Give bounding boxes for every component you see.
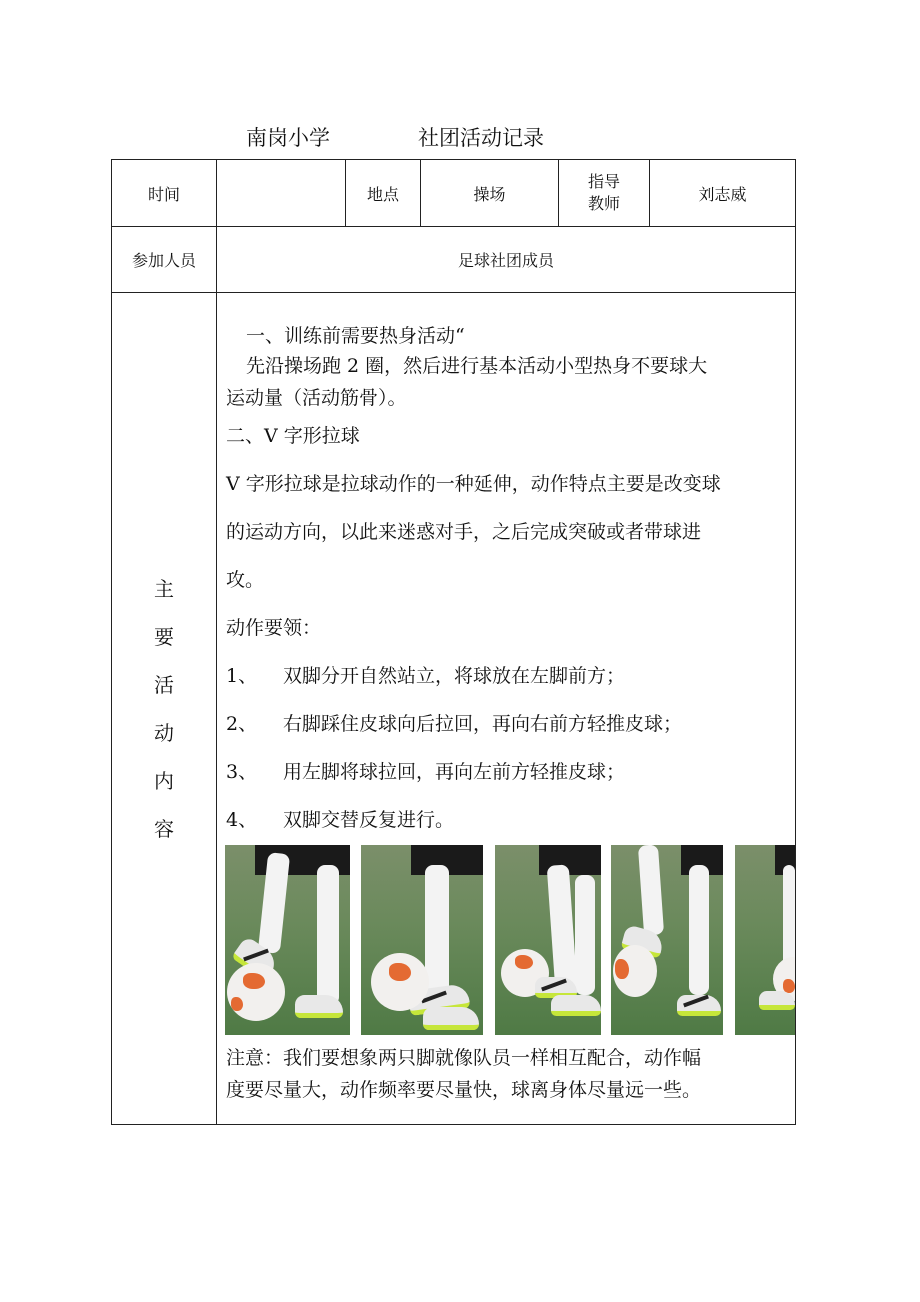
side-char: 活 bbox=[154, 672, 174, 697]
desc-line-2: 的运动方向，以此来迷惑对手，之后完成突破或者带球进 bbox=[226, 521, 702, 543]
technique-photo bbox=[611, 845, 723, 1035]
main-content bbox=[217, 293, 796, 1125]
side-char: 要 bbox=[154, 624, 174, 649]
step-text: 双脚分开自然站立，将球放在左脚前方； bbox=[283, 665, 626, 687]
note-line-1: 注意：我们要想象两只脚就像队员一样相互配合，动作幅 bbox=[226, 1047, 702, 1069]
record-title: 社团活动记录 bbox=[418, 126, 544, 150]
warmup-line-1: 先沿操场跑 2 圈，然后进行基本活动小型热身不要球大 bbox=[246, 355, 708, 377]
step-text: 双脚交替反复进行。 bbox=[283, 809, 455, 831]
step-number: 1、 bbox=[226, 665, 258, 687]
technique-photo bbox=[495, 845, 601, 1035]
warmup-heading: 一、训练前需要热身活动“ bbox=[246, 325, 465, 347]
participants-value: 足球社团成员 bbox=[217, 227, 796, 293]
teacher-value: 刘志威 bbox=[650, 160, 796, 227]
side-char: 动 bbox=[154, 720, 174, 745]
technique-photo bbox=[225, 845, 350, 1035]
step-number: 3、 bbox=[226, 761, 258, 783]
technique-photo bbox=[735, 845, 795, 1035]
main-content-label bbox=[112, 293, 217, 1125]
participants-label: 参加人员 bbox=[112, 227, 217, 293]
activity-record-table bbox=[111, 159, 796, 1125]
side-char: 内 bbox=[154, 768, 174, 793]
page-title bbox=[0, 122, 920, 152]
time-value bbox=[217, 160, 346, 227]
step-number: 4、 bbox=[226, 809, 258, 831]
desc-line-3: 攻。 bbox=[226, 569, 265, 591]
side-char: 容 bbox=[154, 816, 174, 841]
teacher-label-line2: 教师 bbox=[587, 194, 620, 213]
step-text: 右脚踩住皮球向后拉回，再向右前方轻推皮球； bbox=[283, 713, 683, 735]
essentials-label: 动作要领： bbox=[226, 617, 322, 639]
technique-photo bbox=[361, 845, 483, 1035]
step-number: 2、 bbox=[226, 713, 258, 735]
note-line-2: 度要尽量大，动作频率要尽量快，球离身体尽量远一些。 bbox=[226, 1079, 702, 1101]
time-label: 时间 bbox=[112, 160, 217, 227]
step-text: 用左脚将球拉回，再向左前方轻推皮球； bbox=[283, 761, 626, 783]
school-name: 南岗小学 bbox=[246, 126, 330, 150]
section2-heading: 二、V 字形拉球 bbox=[226, 425, 360, 447]
technique-photo-strip bbox=[225, 845, 795, 1035]
side-char: 主 bbox=[154, 576, 174, 601]
desc-line-1: V 字形拉球是拉球动作的一种延伸，动作特点主要是改变球 bbox=[226, 473, 721, 495]
place-label: 地点 bbox=[346, 160, 421, 227]
place-value: 操场 bbox=[421, 160, 559, 227]
teacher-label-line1: 指导 bbox=[587, 172, 620, 191]
teacher-label bbox=[559, 160, 650, 227]
warmup-line-2: 运动量（活动筋骨）。 bbox=[226, 387, 407, 409]
